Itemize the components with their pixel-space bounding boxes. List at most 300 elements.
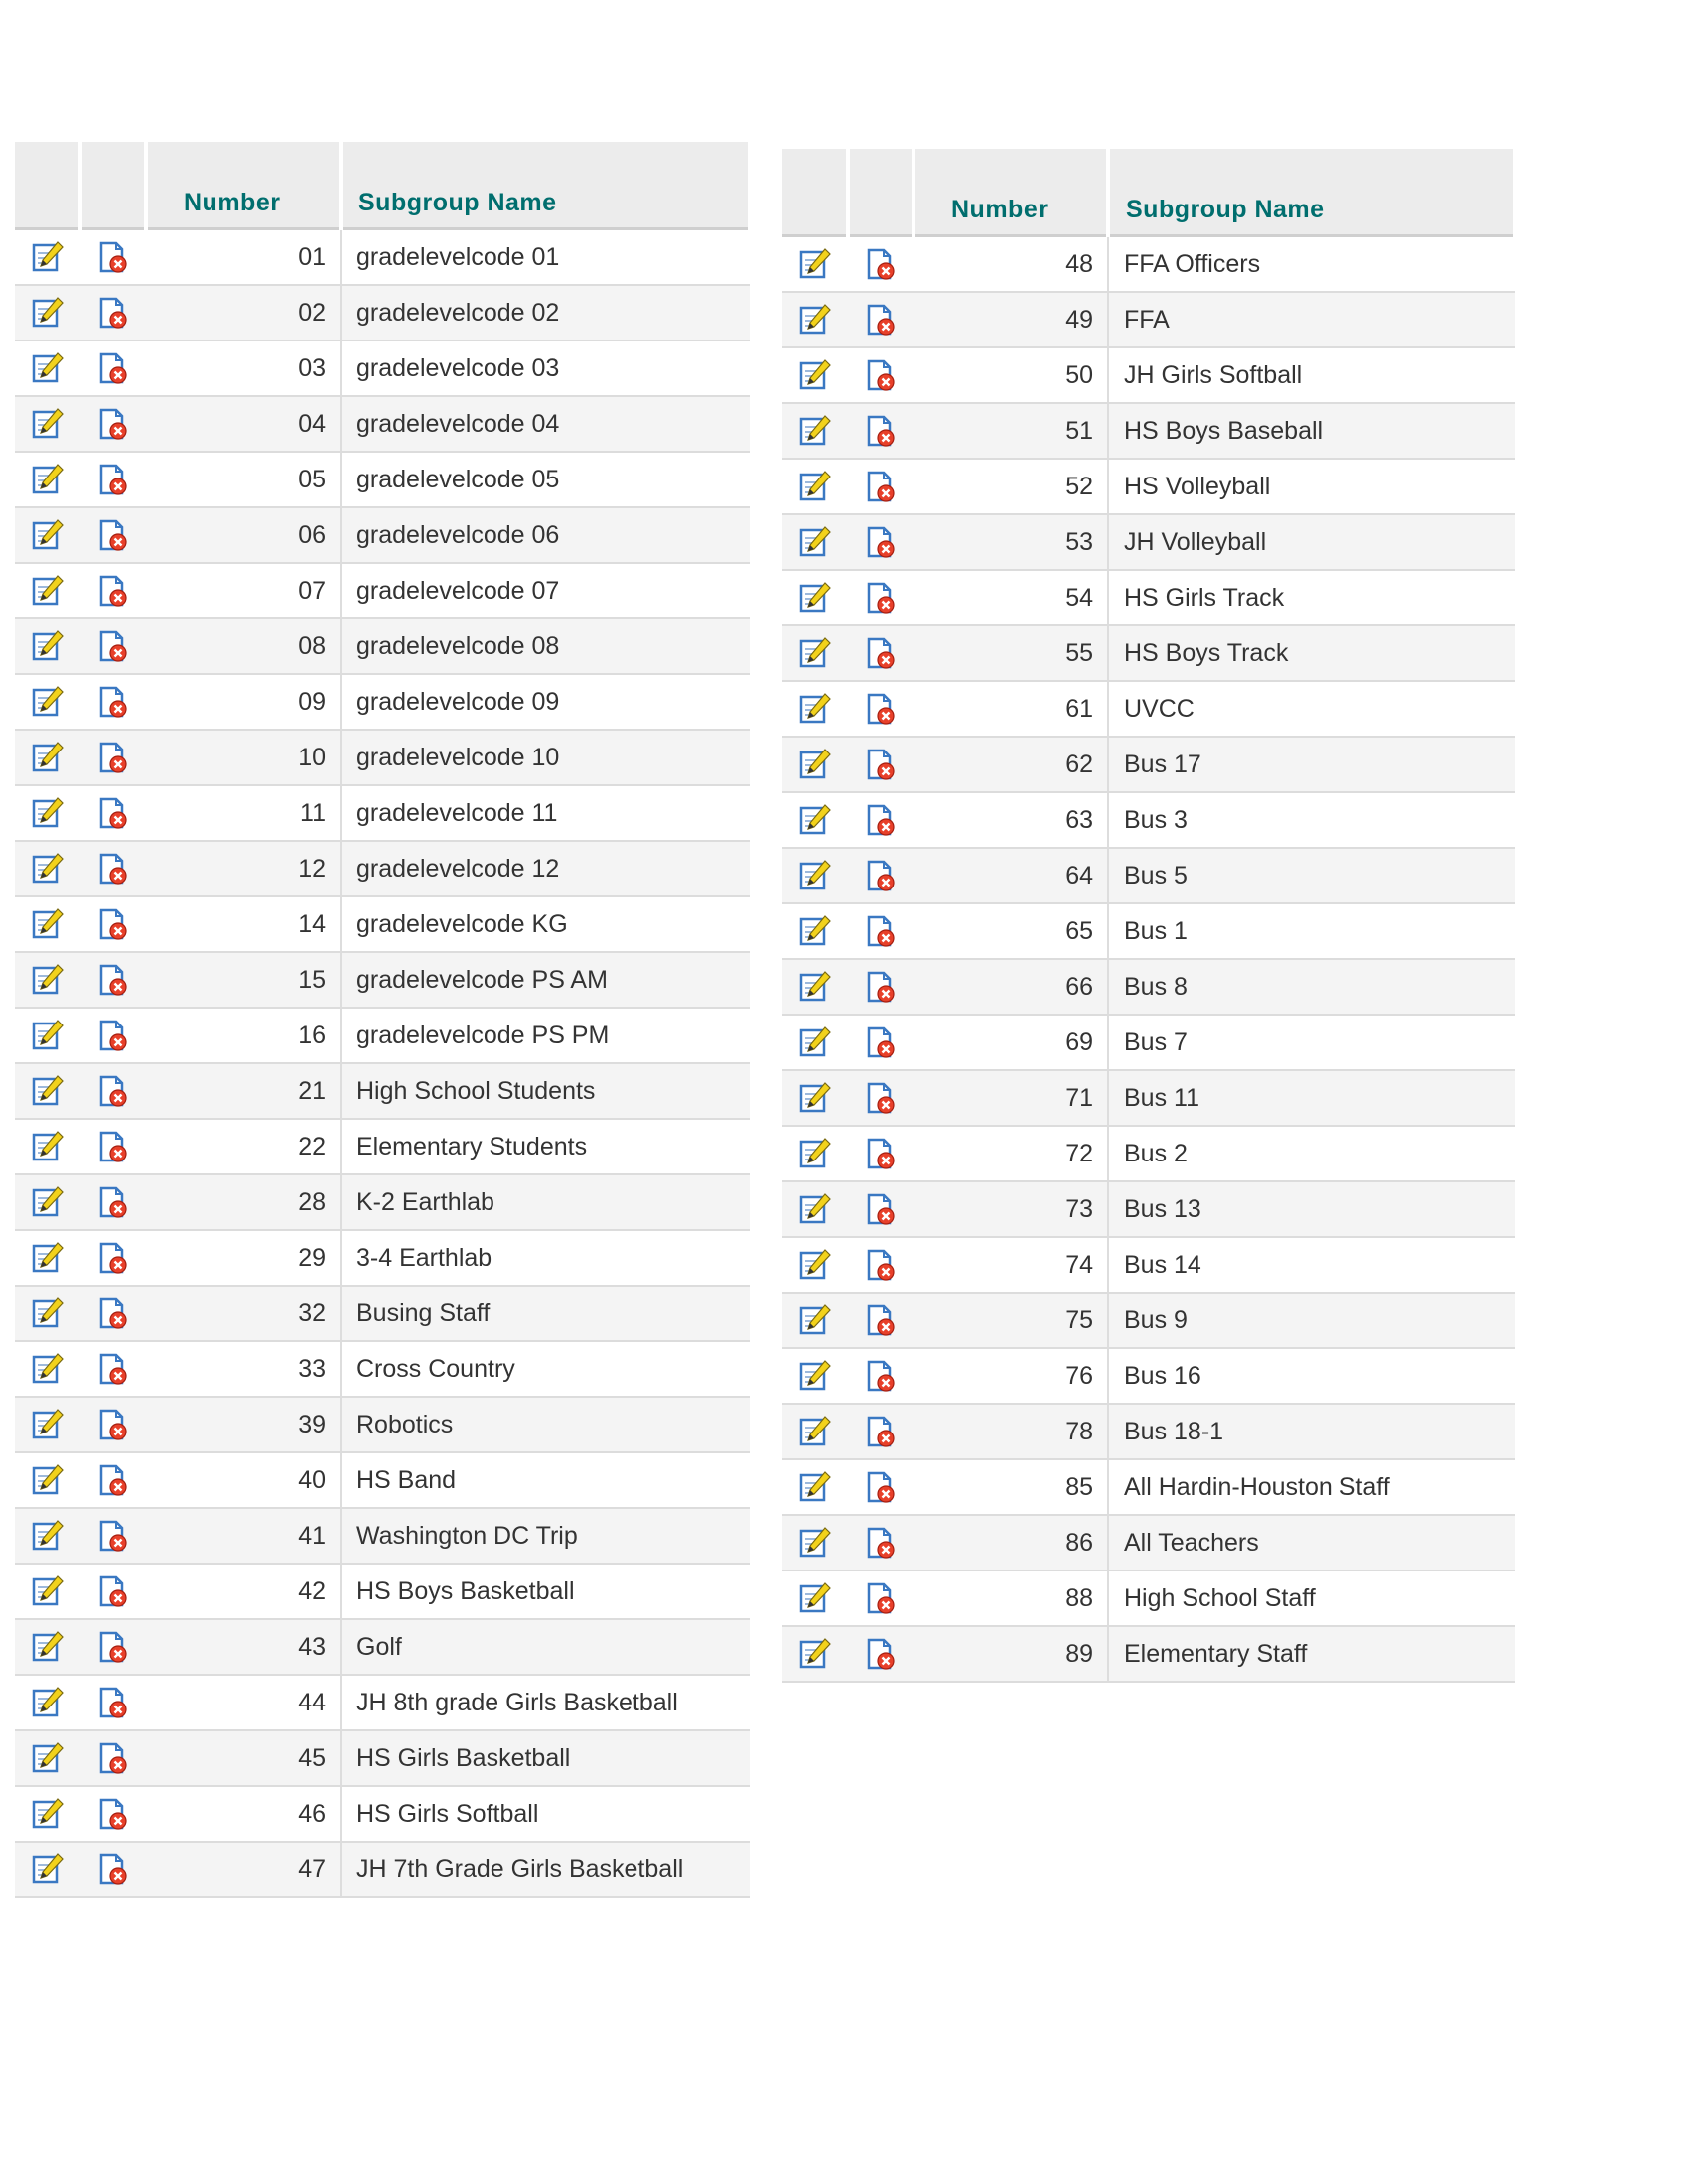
subgroup-number: 05 <box>146 452 341 507</box>
delete-icon <box>96 1632 130 1660</box>
table-row <box>15 1286 750 1341</box>
edit-icon <box>798 416 832 444</box>
edit-button[interactable] <box>15 285 80 341</box>
edit-button[interactable] <box>15 1063 80 1119</box>
subgroup-name: All Teachers <box>1108 1515 1515 1570</box>
delete-button[interactable] <box>848 514 914 570</box>
edit-icon <box>798 1250 832 1278</box>
subgroup-name: Bus 14 <box>1108 1237 1515 1293</box>
table-header-row <box>782 149 1515 236</box>
edit-column-header <box>782 149 848 236</box>
edit-button[interactable] <box>15 341 80 396</box>
subgroup-number: 73 <box>914 1181 1108 1237</box>
number-column-header[interactable] <box>914 149 1108 236</box>
edit-button[interactable] <box>782 1570 848 1626</box>
subgroup-name: Golf <box>341 1619 750 1675</box>
subgroup-number: 16 <box>146 1008 341 1063</box>
delete-button[interactable] <box>848 903 914 959</box>
delete-button[interactable] <box>80 507 146 563</box>
edit-button[interactable] <box>782 959 848 1015</box>
edit-icon <box>31 576 65 604</box>
edit-button[interactable] <box>782 347 848 403</box>
table-row <box>15 1452 750 1508</box>
delete-icon <box>864 1583 898 1611</box>
subgroup-name: Robotics <box>341 1397 750 1452</box>
delete-icon <box>96 1021 130 1048</box>
edit-button[interactable] <box>782 1348 848 1404</box>
edit-button[interactable] <box>782 1015 848 1070</box>
subgroup-name: gradelevelcode 10 <box>341 730 750 785</box>
table-row <box>782 1570 1515 1626</box>
delete-button[interactable] <box>80 1063 146 1119</box>
left-subgroup-table <box>15 142 752 1898</box>
delete-button[interactable] <box>848 236 914 293</box>
right-subgroup-table <box>782 149 1517 1683</box>
edit-icon <box>798 1083 832 1111</box>
delete-button[interactable] <box>848 1570 914 1626</box>
subgroup-number: 89 <box>914 1626 1108 1682</box>
subgroup-name: Bus 7 <box>1108 1015 1515 1070</box>
edit-button[interactable] <box>782 1293 848 1348</box>
edit-icon <box>798 1027 832 1055</box>
subgroup-name: gradelevelcode 03 <box>341 341 750 396</box>
table-row <box>782 848 1515 903</box>
subgroup-number: 69 <box>914 1015 1108 1070</box>
delete-icon <box>96 1743 130 1771</box>
table-row <box>782 792 1515 848</box>
subgroup-name: Bus 3 <box>1108 792 1515 848</box>
subgroup-number: 01 <box>146 229 341 286</box>
name-column-header[interactable] <box>341 142 750 229</box>
edit-button[interactable] <box>15 1119 80 1174</box>
delete-icon <box>864 416 898 444</box>
delete-button[interactable] <box>80 1675 146 1730</box>
edit-icon <box>31 1743 65 1771</box>
table-row <box>15 674 750 730</box>
delete-icon <box>96 465 130 492</box>
subgroup-name: gradelevelcode 04 <box>341 396 750 452</box>
delete-icon <box>96 520 130 548</box>
edit-button[interactable] <box>782 1237 848 1293</box>
delete-button[interactable] <box>80 1619 146 1675</box>
edit-button[interactable] <box>15 674 80 730</box>
delete-icon <box>96 965 130 993</box>
table-row <box>782 347 1515 403</box>
edit-button[interactable] <box>15 618 80 674</box>
delete-button[interactable] <box>80 785 146 841</box>
subgroup-name: Cross Country <box>341 1341 750 1397</box>
delete-button[interactable] <box>80 1119 146 1174</box>
subgroup-number: 45 <box>146 1730 341 1786</box>
delete-icon <box>864 861 898 888</box>
subgroup-name: gradelevelcode 09 <box>341 674 750 730</box>
subgroup-name: gradelevelcode 12 <box>341 841 750 896</box>
edit-icon <box>31 1632 65 1660</box>
delete-icon <box>96 631 130 659</box>
delete-icon <box>96 798 130 826</box>
delete-icon <box>864 1639 898 1667</box>
table-row <box>782 1404 1515 1459</box>
delete-button[interactable] <box>80 1397 146 1452</box>
subgroup-name: gradelevelcode 06 <box>341 507 750 563</box>
subgroup-number: 21 <box>146 1063 341 1119</box>
subgroup-number: 85 <box>914 1459 1108 1515</box>
delete-button[interactable] <box>848 1126 914 1181</box>
subgroup-name: JH Girls Softball <box>1108 347 1515 403</box>
subgroup-number: 40 <box>146 1452 341 1508</box>
edit-icon <box>798 694 832 722</box>
delete-button[interactable] <box>80 1174 146 1230</box>
edit-icon <box>798 1528 832 1556</box>
delete-icon <box>864 1139 898 1166</box>
edit-button[interactable] <box>782 1459 848 1515</box>
edit-button[interactable] <box>15 1397 80 1452</box>
edit-button[interactable] <box>782 292 848 347</box>
edit-icon <box>31 965 65 993</box>
edit-button[interactable] <box>15 396 80 452</box>
table-row <box>15 841 750 896</box>
edit-button[interactable] <box>782 1515 848 1570</box>
edit-icon <box>31 1298 65 1326</box>
subgroup-name: Bus 8 <box>1108 959 1515 1015</box>
table-row <box>15 229 750 286</box>
table-row <box>782 236 1515 293</box>
subgroup-name: gradelevelcode 05 <box>341 452 750 507</box>
delete-icon <box>96 409 130 437</box>
table-row <box>782 1237 1515 1293</box>
edit-button[interactable] <box>15 1786 80 1842</box>
subgroup-name: FFA <box>1108 292 1515 347</box>
delete-button[interactable] <box>80 896 146 952</box>
subgroup-number: 04 <box>146 396 341 452</box>
edit-icon <box>798 1139 832 1166</box>
subgroup-name: HS Boys Basketball <box>341 1564 750 1619</box>
delete-button[interactable] <box>848 1070 914 1126</box>
table-row <box>15 1508 750 1564</box>
table-row <box>15 1675 750 1730</box>
delete-button[interactable] <box>80 1008 146 1063</box>
subgroup-number: 28 <box>146 1174 341 1230</box>
delete-button[interactable] <box>848 570 914 625</box>
delete-icon <box>96 909 130 937</box>
subgroup-number: 55 <box>914 625 1108 681</box>
subgroup-name: High School Staff <box>1108 1570 1515 1626</box>
subgroup-number: 07 <box>146 563 341 618</box>
table-row <box>15 730 750 785</box>
delete-icon <box>864 1083 898 1111</box>
edit-button[interactable] <box>15 1842 80 1897</box>
edit-icon <box>798 305 832 333</box>
table-row <box>15 1564 750 1619</box>
subgroup-name: HS Girls Track <box>1108 570 1515 625</box>
table-row <box>15 1063 750 1119</box>
subgroup-name: HS Boys Baseball <box>1108 403 1515 459</box>
edit-icon <box>798 1361 832 1389</box>
edit-icon <box>31 743 65 770</box>
delete-button[interactable] <box>848 848 914 903</box>
edit-button[interactable] <box>15 452 80 507</box>
edit-button[interactable] <box>782 848 848 903</box>
subgroup-number: 09 <box>146 674 341 730</box>
delete-button[interactable] <box>80 1564 146 1619</box>
edit-icon <box>31 1076 65 1104</box>
delete-button[interactable] <box>80 1842 146 1897</box>
table-row <box>782 737 1515 792</box>
delete-button[interactable] <box>80 618 146 674</box>
edit-button[interactable] <box>782 403 848 459</box>
edit-icon <box>798 360 832 388</box>
table-row <box>782 1181 1515 1237</box>
edit-icon <box>31 1688 65 1715</box>
edit-icon <box>31 1576 65 1604</box>
number-column-header[interactable] <box>146 142 341 229</box>
table-row <box>782 1348 1515 1404</box>
delete-icon <box>96 1465 130 1493</box>
delete-button[interactable] <box>848 681 914 737</box>
delete-icon <box>864 472 898 499</box>
subgroup-number: 03 <box>146 341 341 396</box>
delete-button[interactable] <box>848 792 914 848</box>
edit-icon <box>798 472 832 499</box>
subgroup-number: 86 <box>914 1515 1108 1570</box>
edit-button[interactable] <box>782 625 848 681</box>
table-row <box>782 403 1515 459</box>
delete-column-header <box>848 149 914 236</box>
edit-button[interactable] <box>782 236 848 293</box>
delete-button[interactable] <box>80 396 146 452</box>
table-row <box>15 1786 750 1842</box>
delete-icon <box>96 1521 130 1549</box>
edit-icon <box>798 527 832 555</box>
delete-icon <box>96 1576 130 1604</box>
subgroup-name: JH 8th grade Girls Basketball <box>341 1675 750 1730</box>
delete-button[interactable] <box>848 1181 914 1237</box>
delete-button[interactable] <box>848 625 914 681</box>
edit-button[interactable] <box>15 841 80 896</box>
subgroup-number: 43 <box>146 1619 341 1675</box>
edit-icon <box>798 249 832 277</box>
edit-button[interactable] <box>782 570 848 625</box>
subgroup-number: 42 <box>146 1564 341 1619</box>
table-row <box>15 507 750 563</box>
subgroup-number: 29 <box>146 1230 341 1286</box>
edit-button[interactable] <box>782 1070 848 1126</box>
table-row <box>782 625 1515 681</box>
subgroup-number: 39 <box>146 1397 341 1452</box>
delete-icon <box>864 305 898 333</box>
subgroup-number: 52 <box>914 459 1108 514</box>
subgroup-number: 22 <box>146 1119 341 1174</box>
edit-icon <box>798 1639 832 1667</box>
subgroup-number: 44 <box>146 1675 341 1730</box>
subgroup-name: gradelevelcode 02 <box>341 285 750 341</box>
delete-icon <box>96 1354 130 1382</box>
delete-icon <box>864 805 898 833</box>
subgroup-number: 61 <box>914 681 1108 737</box>
delete-button[interactable] <box>80 1452 146 1508</box>
name-column-header[interactable] <box>1108 149 1515 236</box>
subgroup-name: gradelevelcode PS AM <box>341 952 750 1008</box>
edit-button[interactable] <box>15 1286 80 1341</box>
edit-button[interactable] <box>15 730 80 785</box>
edit-icon <box>31 1465 65 1493</box>
delete-icon <box>864 1250 898 1278</box>
delete-icon <box>96 1076 130 1104</box>
delete-icon <box>96 1243 130 1271</box>
delete-button[interactable] <box>80 452 146 507</box>
subgroup-number: 62 <box>914 737 1108 792</box>
delete-button[interactable] <box>848 737 914 792</box>
edit-button[interactable] <box>15 229 80 286</box>
delete-button[interactable] <box>848 959 914 1015</box>
delete-icon <box>96 687 130 715</box>
delete-button[interactable] <box>848 1459 914 1515</box>
delete-button[interactable] <box>848 1348 914 1404</box>
delete-button[interactable] <box>80 952 146 1008</box>
edit-button[interactable] <box>15 1730 80 1786</box>
edit-button[interactable] <box>782 1626 848 1682</box>
delete-icon <box>864 750 898 777</box>
table-row <box>15 396 750 452</box>
number-header-label: Number <box>184 189 281 216</box>
delete-button[interactable] <box>848 1015 914 1070</box>
subgroup-number: 50 <box>914 347 1108 403</box>
edit-button[interactable] <box>782 1404 848 1459</box>
edit-icon <box>798 1305 832 1333</box>
subgroup-number: 65 <box>914 903 1108 959</box>
subgroup-name: gradelevelcode 07 <box>341 563 750 618</box>
edit-button[interactable] <box>15 1675 80 1730</box>
edit-button[interactable] <box>15 1564 80 1619</box>
edit-icon <box>31 1021 65 1048</box>
delete-button[interactable] <box>848 459 914 514</box>
edit-button[interactable] <box>782 1181 848 1237</box>
delete-button[interactable] <box>80 841 146 896</box>
delete-icon <box>864 527 898 555</box>
subgroup-number: 15 <box>146 952 341 1008</box>
edit-button[interactable] <box>782 459 848 514</box>
table-row <box>782 1293 1515 1348</box>
edit-icon <box>31 298 65 326</box>
subgroup-number: 51 <box>914 403 1108 459</box>
edit-button[interactable] <box>15 1230 80 1286</box>
table-row <box>782 1070 1515 1126</box>
delete-button[interactable] <box>848 403 914 459</box>
delete-icon <box>864 972 898 1000</box>
edit-button[interactable] <box>15 1008 80 1063</box>
subgroup-number: 14 <box>146 896 341 952</box>
edit-button[interactable] <box>15 507 80 563</box>
delete-button[interactable] <box>848 1293 914 1348</box>
edit-button[interactable] <box>15 896 80 952</box>
subgroup-name: HS Girls Basketball <box>341 1730 750 1786</box>
subgroup-name: K-2 Earthlab <box>341 1174 750 1230</box>
delete-icon <box>864 638 898 666</box>
delete-button[interactable] <box>80 285 146 341</box>
edit-column-header <box>15 142 80 229</box>
subgroup-name: gradelevelcode KG <box>341 896 750 952</box>
delete-button[interactable] <box>80 730 146 785</box>
name-header-label: Subgroup Name <box>358 189 557 216</box>
table-row <box>782 959 1515 1015</box>
edit-icon <box>31 798 65 826</box>
subgroup-name: Elementary Students <box>341 1119 750 1174</box>
edit-button[interactable] <box>782 681 848 737</box>
table-row <box>15 896 750 952</box>
delete-icon <box>96 1187 130 1215</box>
delete-button[interactable] <box>848 1404 914 1459</box>
subgroup-name: JH Volleyball <box>1108 514 1515 570</box>
delete-button[interactable] <box>80 1730 146 1786</box>
table-row <box>15 1341 750 1397</box>
delete-button[interactable] <box>80 341 146 396</box>
delete-button[interactable] <box>848 1626 914 1682</box>
edit-icon <box>31 1854 65 1882</box>
edit-button[interactable] <box>15 952 80 1008</box>
delete-button[interactable] <box>80 563 146 618</box>
edit-icon <box>31 631 65 659</box>
subgroup-number: 46 <box>146 1786 341 1842</box>
edit-button[interactable] <box>15 1174 80 1230</box>
edit-button[interactable] <box>15 1452 80 1508</box>
delete-button[interactable] <box>848 1515 914 1570</box>
subgroup-name: JH 7th Grade Girls Basketball <box>341 1842 750 1897</box>
delete-button[interactable] <box>80 674 146 730</box>
edit-button[interactable] <box>15 1508 80 1564</box>
delete-button[interactable] <box>80 1508 146 1564</box>
subgroup-number: 75 <box>914 1293 1108 1348</box>
table-row <box>15 341 750 396</box>
delete-icon <box>96 298 130 326</box>
edit-icon <box>798 861 832 888</box>
delete-button[interactable] <box>80 1341 146 1397</box>
delete-button[interactable] <box>80 1286 146 1341</box>
subgroup-name: Bus 18-1 <box>1108 1404 1515 1459</box>
edit-button[interactable] <box>15 1619 80 1675</box>
number-header-label: Number <box>951 196 1049 223</box>
delete-icon <box>96 1854 130 1882</box>
edit-button[interactable] <box>15 1341 80 1397</box>
subgroup-name: gradelevelcode PS PM <box>341 1008 750 1063</box>
edit-button[interactable] <box>782 737 848 792</box>
delete-icon <box>864 1027 898 1055</box>
edit-button[interactable] <box>782 1126 848 1181</box>
delete-button[interactable] <box>848 1237 914 1293</box>
delete-button[interactable] <box>80 229 146 286</box>
edit-button[interactable] <box>782 792 848 848</box>
edit-icon <box>31 854 65 882</box>
table-row <box>782 903 1515 959</box>
subgroup-number: 12 <box>146 841 341 896</box>
table-row <box>15 1230 750 1286</box>
edit-button[interactable] <box>15 785 80 841</box>
edit-button[interactable] <box>782 903 848 959</box>
delete-button[interactable] <box>848 292 914 347</box>
edit-button[interactable] <box>15 563 80 618</box>
edit-icon <box>798 638 832 666</box>
delete-icon <box>96 854 130 882</box>
subgroup-name: Bus 13 <box>1108 1181 1515 1237</box>
delete-button[interactable] <box>80 1786 146 1842</box>
table-row <box>15 452 750 507</box>
subgroup-number: 08 <box>146 618 341 674</box>
delete-icon <box>864 360 898 388</box>
edit-button[interactable] <box>782 514 848 570</box>
delete-button[interactable] <box>80 1230 146 1286</box>
delete-button[interactable] <box>848 347 914 403</box>
edit-icon <box>31 1521 65 1549</box>
table-row <box>782 1459 1515 1515</box>
